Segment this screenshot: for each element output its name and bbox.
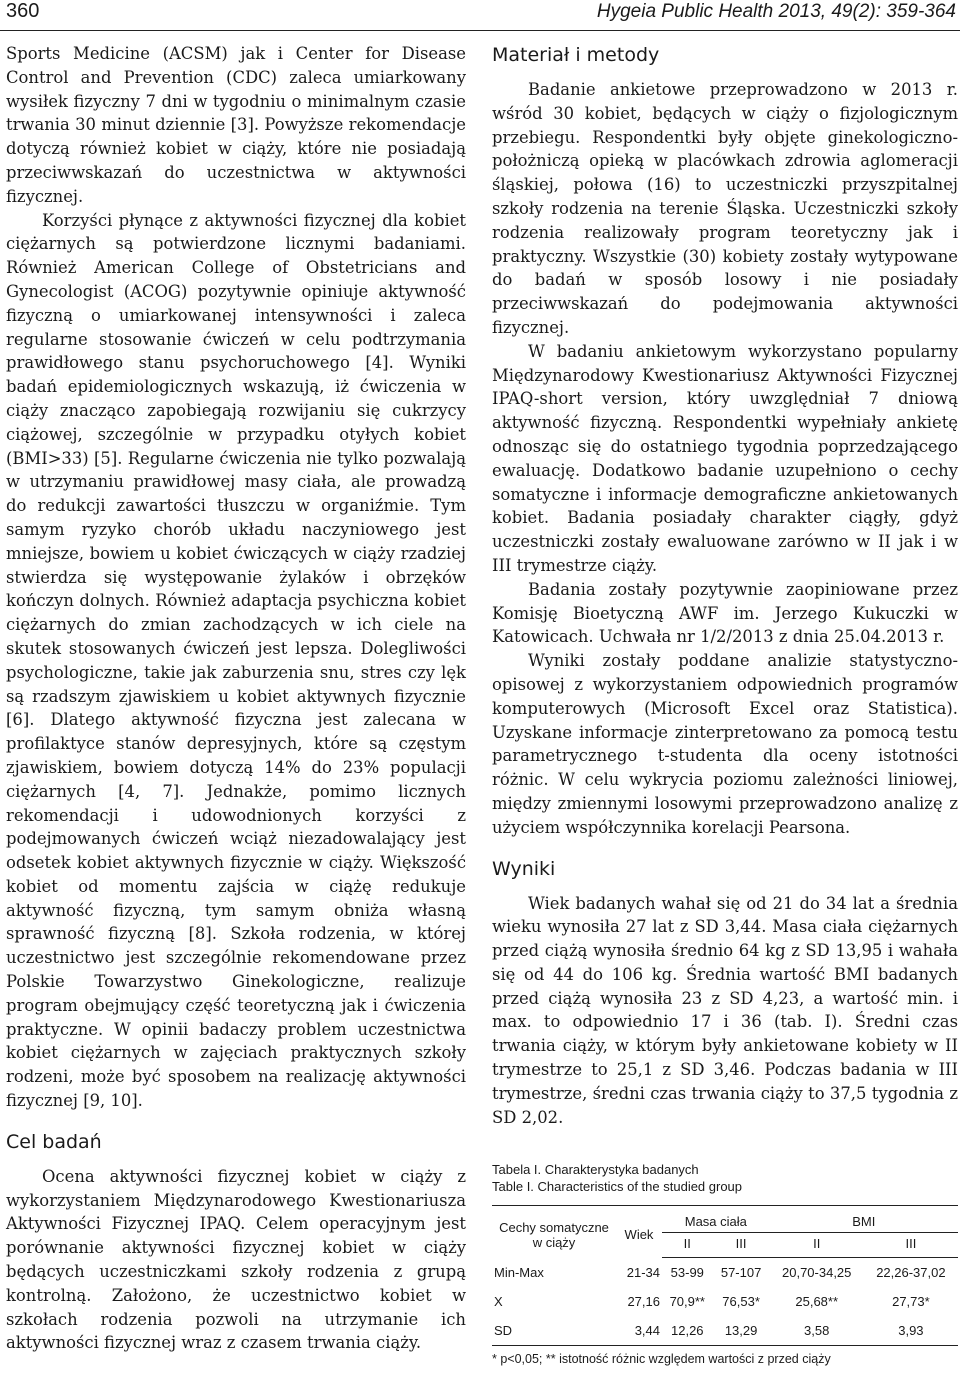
col-header-masa: Masa ciała xyxy=(662,1206,770,1233)
cell-wiek: 27,16 xyxy=(627,1294,660,1310)
col-header-wiek: Wiek xyxy=(616,1206,662,1258)
page-header xyxy=(0,0,960,31)
cell-bmi-ii: 25,68** xyxy=(795,1294,839,1310)
col-header-bmi-iii: III xyxy=(864,1233,958,1258)
cell-bmi-ii: 3,58 xyxy=(770,1316,864,1346)
row-label: Min-Max xyxy=(494,1265,544,1281)
page-number: 360 xyxy=(6,0,40,22)
characteristics-table xyxy=(492,1205,958,1346)
table-footnote: * p<0,05; ** istotność różnic względem wartości z przed ciąży xyxy=(492,1352,831,1367)
cell-masa-ii: 12,26 xyxy=(662,1316,713,1346)
cell-bmi-ii: 20,70-34,25 xyxy=(782,1265,852,1281)
cell-wiek: 3,44 xyxy=(616,1316,662,1346)
right-column xyxy=(492,42,958,1366)
heading-results: Wyniki xyxy=(492,857,556,880)
col-header-cechy: Cechy somatyczne w ciąży xyxy=(492,1206,616,1258)
cell-wiek: 21-34 xyxy=(626,1265,660,1281)
row-label: X xyxy=(494,1294,503,1310)
paragraph-methods-2: W badaniu ankietowym wykorzystano popularny Międzynarodowy Kwestionariusz Aktywności Fizycznej IPAQ-short version, który uwzględniał 7 dniową aktywność fizyczną. Respondentki wypełniały ankietę odnosząc się do ostatniego tygodnia poprzedzającego ewaluację. Dodatkowo badanie uzupełniono o cechy somatyczne i informacje demograficzne ankietowanych kobiet. Badania posiadały charakter ciągły, gdyż uczestniczki zostały ewaluowane zarówno w II jak i w III trymestrze ciąży. xyxy=(492,341,958,575)
table-row xyxy=(492,1287,958,1316)
left-column xyxy=(6,42,466,1355)
heading-cel-badan: Cel badań xyxy=(6,1130,102,1153)
table-row xyxy=(492,1258,958,1288)
table-caption-en: Table I. Characteristics of the studied group xyxy=(492,1179,743,1195)
paragraph-aim: Ocena aktywności fizycznej kobiet w ciąży z wykorzystaniem Międzynarodowego Kwestionariusza Aktywności Fizycznej IPAQ. Celem operacyjnym jest porównanie aktywności fizycznej kobiet w ciąży będących uczestniczkami szkoły rodzenia z grupą kontrolną. Założono, że uczestnictwo kobiet w szkołach rodzenia pozwoli na utrzymanie ich aktywności fizycznej wraz z czasem trwania ciąży. xyxy=(6,1166,466,1353)
table-caption-pl: Tabela I. Charakterystyka badanych xyxy=(492,1162,699,1178)
row-label: SD xyxy=(492,1316,616,1346)
paragraph-methods-4: Wyniki zostały poddane analizie statystyczno-opisowej z wykorzystaniem odpowiednich programów komputerowych (Microsoft Excel oraz Statistica). Uzyskane informacje zinterpretowano za pomocą testu parametrycznego t-studenta dla oceny istotności różnic. W celu wykrycia poziomu zależności liniowej, między zmiennymi losowymi przeprowadzono analizę z użyciem współczynnika korelacji Pearsona. xyxy=(492,651,958,837)
paragraph-methods-3: Badania zostały pozytywnie zaopiniowane przez Komisję Bioetyczną AWF im. Jerzego Kukuczki w Katowicach. Uchwała nr 1/2/2013 z dnia 25.04.2013 r. xyxy=(492,579,958,647)
journal-citation: Hygeia Public Health 2013, 49(2): 359-364 xyxy=(596,1,956,22)
table-row xyxy=(492,1316,958,1346)
heading-methods: Materiał i metody xyxy=(492,44,660,66)
cell-masa-iii: 13,29 xyxy=(713,1316,770,1346)
cell-masa-ii: 70,9** xyxy=(669,1294,705,1310)
table-block xyxy=(492,1161,958,1366)
col-header-bmi: BMI xyxy=(770,1206,958,1233)
paragraph-results: Wiek badanych wahał się od 21 do 34 lat a średnia wieku wynosiła 27 lat z SD 3,44. Masa ciała ciężarnych przed ciążą wynosiła średnio 64 kg z SD 13,95 i wahała się od 44 do 106 kg. Średnia wartość BMI badanych przed ciążą wynosiła 23 z SD 4,23, a wartość min. i max. to odpowiednio 17 i 36 (tab. I). Średni czas trwania ciąży, w którym były ankietowane kobiety w II trymestrze to 25,1 z SD 3,46. Podczas badania w III trymestrze, średni czas trwania ciąży to 37,5 tygodnia z SD 2,02. xyxy=(492,893,958,1127)
col-header-masa-ii: II xyxy=(662,1233,713,1258)
cell-masa-ii: 53-99 xyxy=(670,1265,704,1281)
cell-bmi-iii: 22,26-37,02 xyxy=(876,1265,946,1281)
col-header-bmi-ii: II xyxy=(770,1233,864,1258)
paragraph-methods-1: Badanie ankietowe przeprowadzono w 2013 r. wśród 30 kobiet, będących w ciąży o fizjologicznym przebiegu. Respondentki były objęte ginekologiczno-położniczą opieką w placówkach zdrowia aglomeracji śląskiej, połowa (16) to uczestniczki przyszpitalnej szkoły rodzenia na terenie Śląska. Uczestniczki szkoły rodzenia realizowały program teoretyczny jak i praktyczny. Wszystkie (30) kobiety zostały wytypowane do badań w sposób losowy i nie posiadały przeciwwskazań do podejmowania aktywności fizycznej. xyxy=(492,80,958,337)
cell-masa-iii: 57-107 xyxy=(720,1265,762,1281)
cell-bmi-iii: 3,93 xyxy=(864,1316,958,1346)
cell-bmi-iii: 27,73* xyxy=(892,1294,930,1310)
paragraph-intro: Sports Medicine (ACSM) jak i Center for Disease Control and Prevention (CDC) zaleca umiarkowany wysiłek fizyczny 7 dni w tygodniu o minimalnym czasie trwania 30 minut dziennie [3]. Powyższe rekomendacje dotyczą również kobiet w ciąży, które nie posiadają przeciwwskazań do uczestnictwa w aktywności fizycznej. xyxy=(6,44,466,206)
paragraph-benefits: Korzyści płynące z aktywności fizycznej dla kobiet ciężarnych są potwierdzone licznymi badaniami. Również American College of Obstetricians and Gynecologist (ACOG) pozytywnie opiniuje aktywność fizyczną o umiarkowanej intensywności i zaleca regularne stosowanie ćwiczeń w celu podtrzymania prawidłowego stanu psychoruchowego [4]. Wyniki badań epidemiologicznych wskazują, iż ćwiczenia w ciąży znacząco zapobiegają rozwijaniu się cukrzycy ciążowej, szczególnie w przypadku otyłych kobiet (BMI>33) [5]. Regularne ćwiczenia nie tylko pozwalają w utrzymaniu prawidłowej masy ciała, ale prowadzą do redukcji zawartości tłuszczu w organiźmie. Tym samym ryzyko chorób układu naczyniowego jest mniejsze, bowiem u kobiet ćwiczących w ciąży rzadziej stwierdza się występowanie żylaków i obrzęków kończyn dolnych. Również adaptacja psychiczna kobiet ciężarnych do zmian zachodzących w ich ciele na skutek stosowanych ćwiczeń jest lepsza. Dolegliwości psychologiczne, takie jak zaburzenia snu, stres czy lęk są rzadszym zjawiskiem u kobiet aktywnych fizycznie [6]. Dlatego aktywność fizyczna jest zalecana w profilaktyce stanów depresyjnych, które są częstym zjawiskiem, bowiem dotyczą 14% do 23% populacji ciężarnych [4, 7]. Jednakże, pomimo licznych rekomendacji i udowodnionych korzyści z podejmowanych ćwiczeń wciąż niezadowalający jest odsetek kobiet aktywnych fizycznie w ciąży. Większość kobiet od momentu zajścia w ciążę redukuje aktywność fizyczną, tym samym obniża własną sprawność fizyczną [8]. Szkoła rodzenia, w której uczestnictwo jest szczególnie rekomendowane przez Polskie Towarzystwo Ginekologiczne, realizuje program obejmujący część teoretyczną jak i ćwiczenia praktyczne. W opinii badaczy problem uczestnictwa kobiet ciężarnych w zajęciach praktycznych szkoły rodzeni, może być sposobem na realizację aktywności fizycznej [9, 10]. xyxy=(6,210,466,1111)
col-header-masa-iii: III xyxy=(713,1233,770,1258)
cell-masa-iii: 76,53* xyxy=(722,1294,760,1310)
